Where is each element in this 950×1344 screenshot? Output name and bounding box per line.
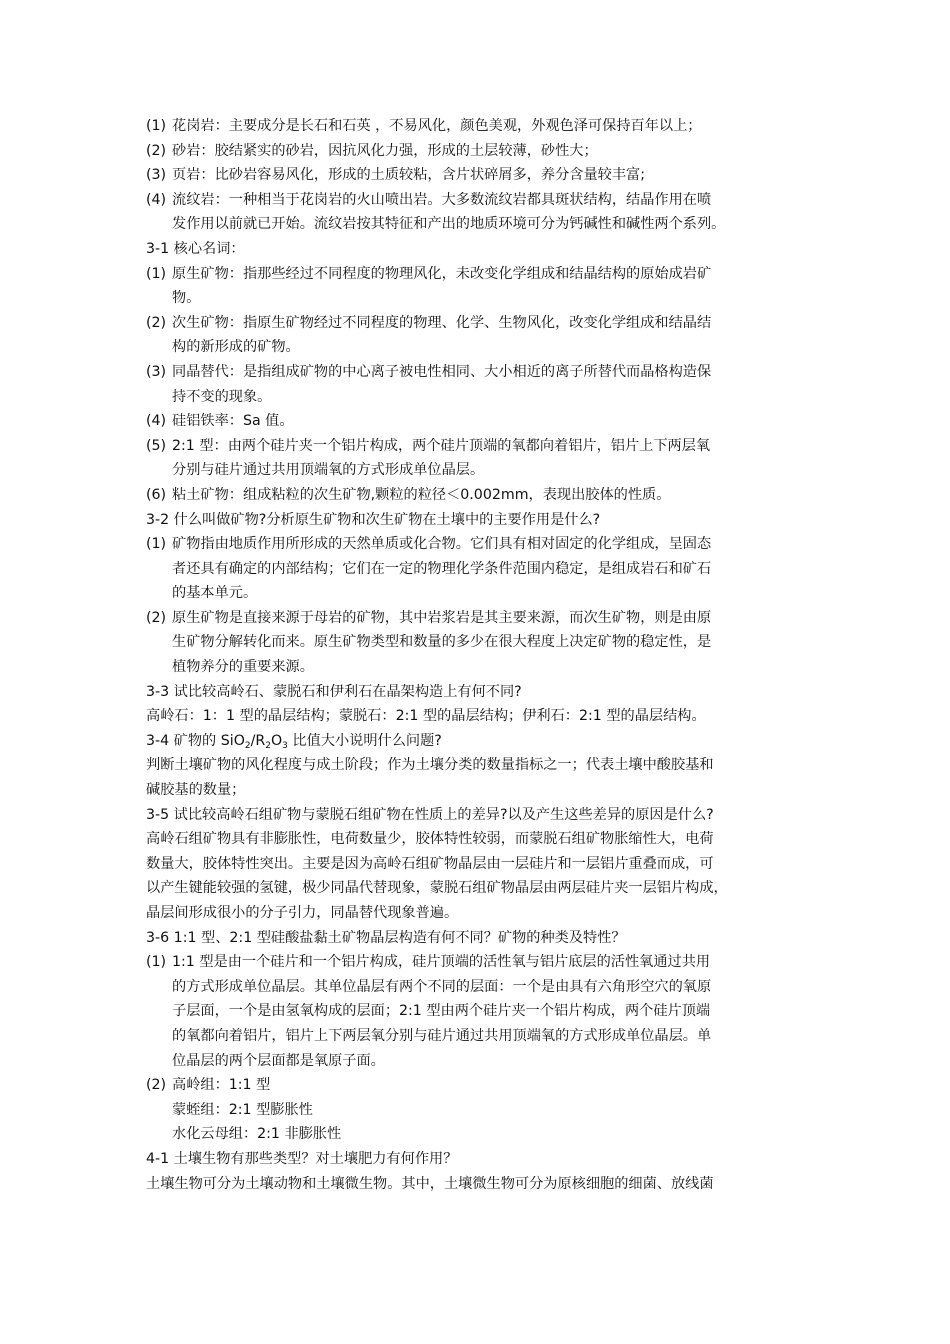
subscript: 2	[265, 740, 271, 751]
list-item	[146, 950, 826, 1073]
item-text-line: 发作用以前就已开始。流纹岩按其特征和产出的地质环境可分为钙碱性和碱性两个系列。	[172, 216, 726, 233]
section-heading	[146, 729, 826, 754]
item-text-line: 持不变的现象。	[172, 388, 272, 405]
item-number: (4)	[146, 191, 167, 208]
item-text-line: 流纹岩：一种相当于花岗岩的火山喷出岩。大多数流纹岩都具斑状结构，结晶作用在喷	[172, 191, 712, 208]
list-item	[146, 434, 826, 483]
list-item	[146, 409, 826, 434]
section-heading: 3-3 试比较高岭石、蒙脱石和伊利石在晶架构造上有何不同?	[146, 683, 522, 700]
item-text-line: 物。	[172, 290, 201, 307]
item-text-line: 子层面，一个是由氢氧构成的层面；2:1 型由两个硅片夹一个铝片构成，两个硅片顶端	[172, 1003, 711, 1020]
paragraph-line: 晶层间形成很小的分子引力，同晶替代现象普遍。	[146, 905, 459, 921]
item-number: (1)	[146, 954, 167, 971]
list-item	[146, 606, 826, 680]
item-text-line: 蒙蛭组：2:1 型膨胀性	[172, 1101, 313, 1118]
item-number: (2)	[146, 1077, 167, 1094]
item-number: (1)	[146, 265, 167, 282]
document-page	[146, 114, 826, 1196]
section-heading: 3-6 1:1 型、2:1 型硅酸盐黏土矿物晶层构造有何不同？矿物的种类及特性？	[146, 929, 626, 946]
list-item	[146, 139, 826, 164]
list-item	[146, 360, 826, 409]
section-heading: 3-1 核心名词：	[146, 240, 245, 257]
list-item	[146, 1073, 826, 1147]
item-text: 砂岩：胶结紧实的砂岩，因抗风化力强，形成的土层较薄，砂性大；	[172, 142, 598, 159]
item-text-line: 植物养分的重要来源。	[172, 659, 314, 676]
item-text-line: 原生矿物：指那些经过不同程度的物理风化，未改变化学组成和结晶结构的原始成岩矿	[172, 265, 712, 282]
paragraph-line: 碱胶基的数量；	[146, 782, 246, 799]
item-number: (2)	[146, 142, 167, 159]
item-text-line: 1:1 型是由一个硅片和一个铝片构成，硅片顶端的活性氧与铝片底层的活性氧通过共用	[172, 954, 711, 971]
item-number: (1)	[146, 536, 167, 553]
item-text-line: 同晶替代：是指组成矿物的中心离子被电性相同、大小相近的离子所替代而晶格构造保	[172, 363, 712, 380]
item-text-line: 的氧都向着铝片，铝片上下两层氧分别与硅片通过共用顶端氧的方式形成单位晶层。单	[172, 1027, 712, 1044]
paragraph-line: 数量大，胶体特性突出。主要是因为高岭石组矿物晶层由一层硅片和一层铝片重叠而成，可	[146, 855, 714, 872]
item-text-line: 分别与硅片通过共用顶端氧的方式形成单位晶层。	[172, 462, 485, 479]
paragraph-line: 土壤生物可分为土壤动物和土壤微生物。其中，土壤微生物可分为原核细胞的细菌、放线菌	[146, 1175, 714, 1192]
list-item	[146, 114, 826, 139]
item-text: 花岗岩：主要成分是长石和石英 ，不易风化，颜色美观，外观色泽可保持百年以上；	[172, 118, 702, 134]
list-item	[146, 483, 826, 508]
item-text-line: 的方式形成单位晶层。其单位晶层有两个不同的层面：一个是由具有六角形空穴的氧原	[172, 978, 712, 995]
item-number: (4)	[146, 413, 167, 430]
paragraph-line: 高岭石组矿物具有非膨胀性，电荷数量少，胶体特性较弱，而蒙脱石组矿物胀缩性大，电荷	[146, 831, 714, 848]
paragraph-line: 判断土壤矿物的风化程度与成土阶段；作为土壤分类的数量指标之一；代表土壤中酸胶基和	[146, 757, 714, 774]
item-number: (3)	[146, 363, 167, 380]
paragraph-line: 高岭石：1：1 型的晶层结构；蒙脱石：2:1 型的晶层结构；伊利石：2:1 型的晶层结构。	[146, 708, 706, 725]
item-text-line: 生矿物分解转化而来。原生矿物类型和数量的多少在很大程度上决定矿物的稳定性，是	[172, 634, 712, 651]
list-item	[146, 532, 826, 606]
section-heading: 3-5 试比较高岭石组矿物与蒙脱石组矿物在性质上的差异?以及产生这些差异的原因是什么?	[146, 806, 714, 823]
item-text-line: 的基本单元。	[172, 585, 258, 602]
list-item	[146, 188, 826, 237]
item-number: (2)	[146, 314, 167, 331]
item-text-line: 2:1 型：由两个硅片夹一个铝片构成，两个硅片顶端的氧都向着铝片，铝片上下两层氧	[172, 437, 711, 454]
item-text-line: 原生矿物是直接来源于母岩的矿物，其中岩浆岩是其主要来源，而次生矿物，则是由原	[172, 609, 712, 626]
item-number: (3)	[146, 167, 167, 184]
item-text-line: 硅铝铁率：Sa 值。	[172, 413, 294, 430]
item-text-line: 位晶层的两个层面都是氧原子面。	[172, 1052, 385, 1069]
item-text-line: 高岭组：1:1 型	[172, 1077, 271, 1094]
subscript: 2	[244, 740, 251, 751]
item-text-line: 者还具有确定的内部结构；它们在一定的物理化学条件范围内稳定，是组成岩石和矿石	[172, 560, 712, 577]
section-heading: 4-1 土壤生物有那些类型？对土壤肥力有何作用？	[146, 1150, 458, 1167]
paragraph-line: 以产生键能较强的氢键，极少同晶代替现象，蒙脱石组矿物晶层由两层硅片夹一层铝片构成，	[146, 880, 728, 897]
item-number: (1)	[146, 118, 167, 134]
item-text-line: 构的新形成的矿物。	[172, 339, 300, 356]
subscript: 3	[282, 740, 288, 751]
item-text-line: 矿物指由地质作用所形成的天然单质或化合物。它们具有相对固定的化学组成，呈固态	[172, 536, 712, 553]
heading-part: O	[270, 732, 283, 749]
list-item	[146, 163, 826, 188]
heading-part: 比值大小说明什么问题?	[287, 732, 442, 749]
item-text-line: 次生矿物：指原生矿物经过不同程度的物理、化学、生物风化，改变化学组成和结晶结	[172, 314, 712, 331]
item-number: (6)	[146, 486, 167, 503]
heading-part: 3-4 矿物的 SiO	[146, 732, 245, 749]
item-number: (2)	[146, 609, 167, 626]
item-number: (5)	[146, 437, 167, 454]
list-item	[146, 262, 826, 311]
section-heading: 3-2 什么叫做矿物?分析原生矿物和次生矿物在土壤中的主要作用是什么?	[146, 511, 601, 528]
list-item	[146, 311, 826, 360]
item-text-line: 粘土矿物：组成粘粒的次生矿物,颗粒的粒径＜0.002mm，表现出胶体的性质。	[172, 486, 671, 503]
item-text-line: 水化云母组：2:1 非膨胀性	[172, 1126, 342, 1143]
heading-part: /R	[250, 732, 266, 749]
item-text: 页岩：比砂岩容易风化，形成的土质较粘，含片状碎屑多，养分含量较丰富;	[172, 167, 645, 184]
